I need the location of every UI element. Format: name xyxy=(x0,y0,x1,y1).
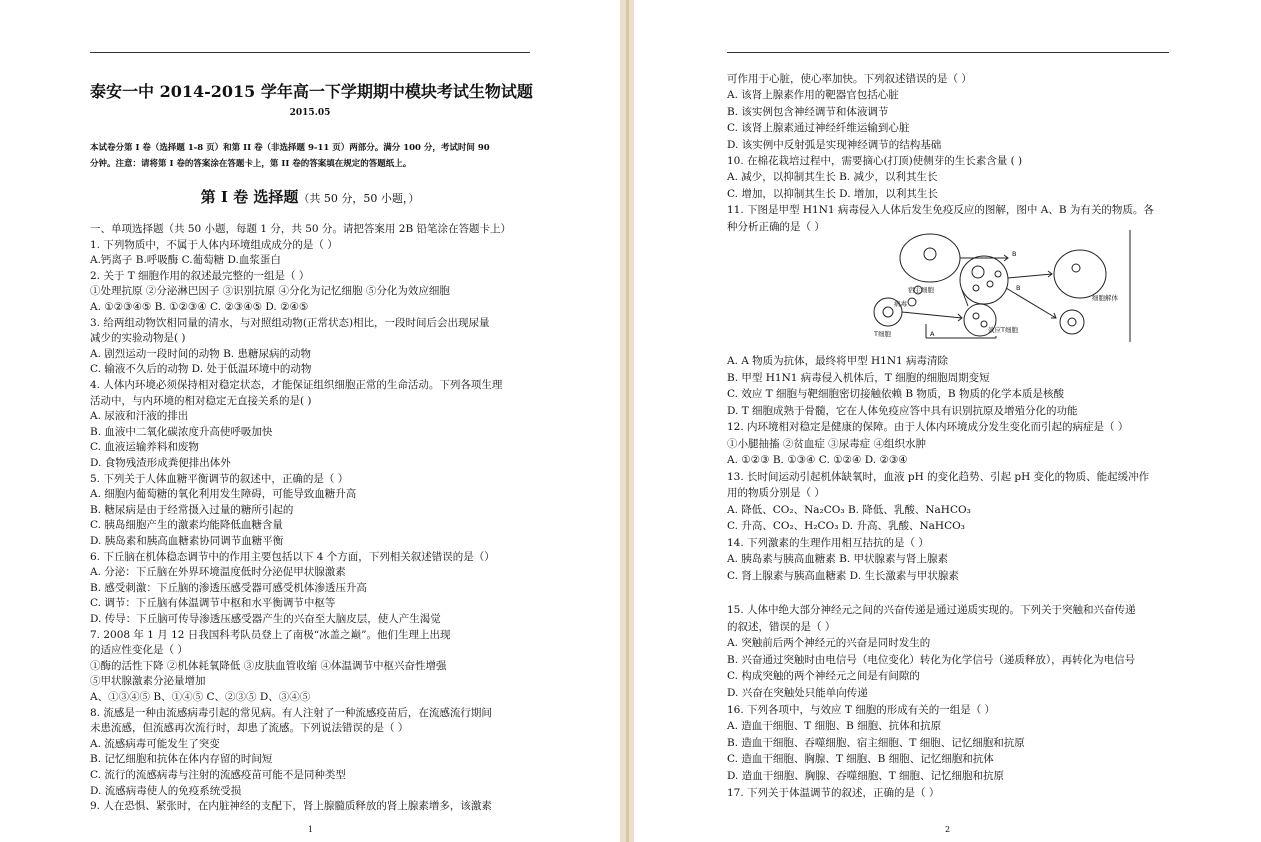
section-heading-main: 第 I 卷 选择题 xyxy=(200,188,299,206)
question-line: 7. 2008 年 1 月 12 日我国科考队员登上了南极“冰盖之巅”。他们生理上出现 xyxy=(90,628,451,641)
header-rule-right xyxy=(727,52,1169,53)
question-line: C. 升高、CO₂、H₂CO₃ D. 升高、乳酸、NaHCO₃ xyxy=(727,520,965,532)
question-line: D. 食物残渣形成粪便排出体外 xyxy=(90,457,231,469)
question-line: 8. 流感是一种由流感病毒引起的常见病。有人注射了一种流感疫苗后，在流感流行期间 xyxy=(90,706,492,719)
lysed-cell-shape xyxy=(1054,250,1106,298)
question-line: 种分析正确的是（ ） xyxy=(727,220,825,233)
question-line: ①处理抗原 ②分泌淋巴因子 ③识别抗原 ④分化为记忆细胞 ⑤分化为效应细胞 xyxy=(90,285,450,298)
question-line: A. A 物质为抗体，最终将甲型 H1N1 病毒清除 xyxy=(727,355,949,367)
question-line: B. 血液中二氧化碳浓度升高使呼吸加快 xyxy=(90,425,273,438)
question-line: A. 细胞内葡萄糖的氧化利用发生障碍，可能导致血糖升高 xyxy=(90,488,357,501)
question-line: 3. 给两组动物饮相同量的清水，与对照组动物(正常状态)相比，一段时间后会出现尿量 xyxy=(90,316,490,329)
question-line: D. 该实例中反射弧是实现神经调节的结构基础 xyxy=(727,138,942,151)
question-line: A. 降低、CO₂、Na₂CO₃ B. 降低、乳酸、NaHCO₃ xyxy=(727,503,971,516)
question-line: C. 调节：下丘脑有体温调节中枢和水平衡调节中枢等 xyxy=(90,597,336,610)
question-line: 的适应性变化是（ ） xyxy=(90,644,188,657)
question-line: 13. 长时间运动引起机体缺氧时，血液 pH 的变化趋势、引起 pH 变化的物质、能起缓冲作 xyxy=(727,470,1150,483)
page-number-right: 2 xyxy=(945,825,951,834)
question-line: 5. 下列关于人体血糖平衡调节的叙述中，正确的是（ ） xyxy=(90,472,349,485)
question-line: D. 造血干细胞、胸腺、吞噬细胞、T 细胞、记忆细胞和抗原 xyxy=(727,770,1005,782)
question-line: 活动中，与内环境的相对稳定无直接关系的是( ) xyxy=(90,394,312,407)
question-line: A. 尿液和汗液的排出 xyxy=(90,410,189,423)
question-line: B. 糖尿病是由于经常摄入过量的糖所引起的 xyxy=(90,503,294,516)
question-line: B. 兴奋通过突触时由电信号（电位变化）转化为化学信号（递质释放），再转化为电信号 xyxy=(727,653,1136,666)
question-line: 14. 下列激素的生理作用相互拮抗的是（ ） xyxy=(727,536,929,549)
question-line: A. 突触前后两个神经元的兴奋是同时发生的 xyxy=(727,637,931,650)
question-line: B. 甲型 H1N1 病毒侵入机体后，T 细胞的细胞周期变短 xyxy=(727,371,990,384)
question-line: A. 胰岛素与胰高血糖素 B. 甲状腺素与肾上腺素 xyxy=(727,553,948,565)
question-line: C. 效应 T 细胞与靶细胞密切接触依赖 B 物质，B 物质的化学本质是核酸 xyxy=(727,388,1064,400)
question-line: A、①③④⑤ B、①④⑤ C、②③⑤ D、③④⑤ xyxy=(90,691,311,703)
exam-title: 泰安一中 2014-2015 学年高一下学期期中模块考试生物试题 xyxy=(90,82,533,101)
label-host-cell: 宿主细胞 xyxy=(908,286,934,294)
question-line: A. ①②③ B. ①③④ C. ①②④ D. ②③④ xyxy=(727,454,908,466)
exam-instructions-2: 分钟。注意：请将第 I 卷的答案涂在答题卡上，第 II 卷的答案填在规定的答题纸上。 xyxy=(90,159,412,169)
page-number-left: 1 xyxy=(308,825,314,834)
question-line: 6. 下丘脑在机体稳态调节中的作用主要包括以下 4 个方面，下列相关叙述错误的是（） xyxy=(90,550,495,563)
page-gutter xyxy=(620,0,634,842)
label-b-2: B xyxy=(1016,284,1021,292)
question-line: D. 传导：下丘脑可传导渗透压感受器产生的兴奋至大脑皮层，使人产生渴觉 xyxy=(90,613,441,625)
question-line: C. 构成突触的两个神经元之间是有间隙的 xyxy=(727,670,920,683)
immune-response-diagram xyxy=(866,228,1148,346)
question-line: ①小腿抽搐 ②贫血症 ③尿毒症 ④组织水肿 xyxy=(727,437,927,450)
host-cell-shape xyxy=(900,234,960,282)
question-line: 16. 下列各项中，与效应 T 细胞的形成有关的一组是（ ） xyxy=(727,703,996,716)
question-line: 9. 人在恐惧、紧张时，在内脏神经的支配下，肾上腺髓质释放的肾上腺素增多，该激素 xyxy=(90,800,492,813)
exam-date: 2015.05 xyxy=(289,108,331,118)
question-line: 12. 内环境相对稳定是健康的保障。由于人体内环境成分发生变化而引起的病症是（ ） xyxy=(727,421,1129,433)
question-line: A. 该肾上腺素作用的靶器官包括心脏 xyxy=(727,89,899,102)
question-line: 10. 在棉花栽培过程中，需要摘心(打顶)使侧芽的生长素含量 ( ) xyxy=(727,155,1023,167)
question-line: 15. 人体中绝大部分神经元之间的兴奋传递是通过递质实现的。下列关于突触和兴奋传递 xyxy=(727,604,1136,616)
question-line: A. 分泌：下丘脑在外界环境温度低时分泌促甲状腺激素 xyxy=(90,566,346,579)
question-line: D. 胰岛素和胰高血糖素协同调节血糖平衡 xyxy=(90,535,284,547)
label-cell-lysis: 细胞解体 xyxy=(1092,294,1118,302)
question-line: A.钙离子 B.呼吸酶 C.葡萄糖 D.血浆蛋白 xyxy=(90,254,281,267)
question-line: 未患流感，但流感再次流行时，却患了流感。下列说法错误的是（ ） xyxy=(90,722,409,735)
infected-cell-shape xyxy=(960,256,1008,304)
question-line: 11. 下图是甲型 H1N1 病毒侵入人体后发生免疫反应的图解，图中 A、B 为有关的物质。各 xyxy=(727,204,1154,217)
question-line: 1. 下列物质中，不属于人体内环境组成成分的是（ ） xyxy=(90,238,338,251)
label-effector-t-cell: 效应T细胞 xyxy=(988,326,1018,334)
question-line: A. 减少，以抑制其生长 B. 减少，以利其生长 xyxy=(727,171,938,184)
exam-instructions-1: 本试卷分第 I 卷（选择题 1-8 页）和第 II 卷（非选择题 9-11 页）两部分。满分 100 分，考试时间 90 xyxy=(90,143,490,153)
label-b-1: B xyxy=(1012,250,1017,258)
label-t-cell: T细胞 xyxy=(874,330,891,338)
question-line: B. 记忆细胞和抗体在体内存留的时间短 xyxy=(90,753,273,766)
question-line: ①酶的活性下降 ②机体耗氧降低 ③皮肤血管收缩 ④体温调节中枢兴奋性增强 xyxy=(90,659,447,672)
question-line: C. 血液运输养料和废物 xyxy=(90,441,199,454)
question-line: 17. 下列关于体温调节的叙述，正确的是（ ） xyxy=(727,786,940,799)
section-heading-sub: （共 50 分，50 小题，） xyxy=(298,192,420,205)
question-line: 用的物质分别是（ ） xyxy=(727,487,825,499)
question-line: 2. 关于 T 细胞作用的叙述最完整的一组是（ ） xyxy=(90,269,310,282)
question-line: C. 肾上腺素与胰高血糖素 D. 生长激素与甲状腺素 xyxy=(727,569,959,582)
question-line: 减少的实验动物是( ) xyxy=(90,332,186,345)
question-line: D. 兴奋在突触处只能单向传递 xyxy=(727,687,868,699)
question-line: B. 造血干细胞、吞噬细胞、宿主细胞、T 细胞、记忆细胞和抗原 xyxy=(727,736,1025,749)
label-a: A xyxy=(930,330,935,338)
question-line: 的叙述，错误的是（ ） xyxy=(727,620,836,633)
question-line: 可作用于心脏，使心率加快。下列叙述错误的是（ ） xyxy=(727,73,972,85)
question-line: A. 剧烈运动一段时间的动物 B. 患糖尿病的动物 xyxy=(90,347,311,360)
question-line: B. 感受刺激：下丘脑的渗透压感受器可感受机体渗透压升高 xyxy=(90,581,367,594)
question-line: A. ①②③④⑤ B. ①②③④ C. ②③④⑤ D. ②④⑤ xyxy=(90,301,309,313)
question-line: A. 造血干细胞、T 细胞、B 细胞、抗体和抗原 xyxy=(727,720,942,733)
question-line: A. 流感病毒可能发生了突变 xyxy=(90,737,220,750)
question-line: C. 输液不久后的动物 D. 处于低温环境中的动物 xyxy=(90,363,312,376)
header-rule-left xyxy=(90,52,530,53)
question-line: C. 胰岛细胞产生的激素均能降低血糖含量 xyxy=(90,519,283,532)
section-heading xyxy=(90,186,530,207)
question-line: ⑤甲状腺激素分泌量增加 xyxy=(90,675,206,688)
question-line: B. 该实例包含神经调节和体液调节 xyxy=(727,105,889,118)
question-line: 4. 人体内环境必须保持相对稳定状态，才能保证组织细胞正常的生命活动。下列各项生理 xyxy=(90,379,503,391)
question-line: D. 流感病毒使人的免疫系统受损 xyxy=(90,784,242,797)
question-line: 一、单项选择题（共 50 小题，每题 1 分，共 50 分。请把答案用 2B 铅笔涂在答题卡上） xyxy=(90,223,511,235)
question-line: C. 该肾上腺素通过神经纤维运输到心脏 xyxy=(727,122,910,135)
question-line: C. 增加，以抑制其生长 D. 增加，以利其生长 xyxy=(727,187,938,200)
question-line: C. 流行的流感病毒与注射的流感疫苗可能不是同种类型 xyxy=(90,769,346,781)
label-virus: 病毒 xyxy=(894,300,907,308)
question-line: D. T 细胞成熟于骨髓，它在人体免疫应答中具有识别抗原及增殖分化的功能 xyxy=(727,404,1078,417)
question-line: C. 造血干细胞、胸腺、T 细胞、B 细胞、记忆细胞和抗体 xyxy=(727,753,994,766)
